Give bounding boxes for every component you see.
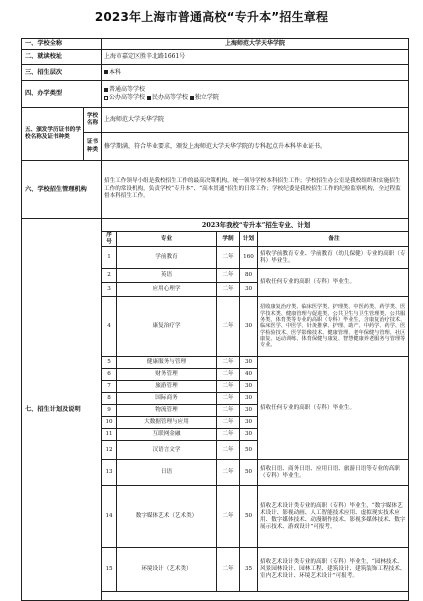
- table-row: [102, 357, 409, 369]
- row-major: 应用心理学: [117, 283, 217, 297]
- row-major: 汉语言文学: [117, 441, 217, 460]
- row-years: 二年: [217, 405, 240, 417]
- row-note: 招收日语、商务日语、应用日语、旅游日语等专业的高职（专科）毕业生。: [258, 460, 409, 486]
- row-plan: 30: [240, 393, 258, 405]
- row-years: 二年: [217, 381, 240, 393]
- checkbox-checked-icon: [190, 96, 194, 100]
- plan-label: 七、招生计划及说明: [22, 219, 102, 601]
- row-no: 2: [102, 269, 117, 283]
- address-label: 二、就读校址: [22, 50, 102, 65]
- row-admission-office: [22, 161, 409, 219]
- row-plan: 30: [240, 429, 258, 441]
- row-plan: 80: [240, 269, 258, 283]
- row-no: 12: [102, 441, 117, 460]
- row-no: 3: [102, 283, 117, 297]
- row-major: 国际商务: [117, 393, 217, 405]
- row-no: 6: [102, 369, 117, 381]
- row-no: 4: [102, 297, 117, 357]
- row-note: 招收康复治疗类、临床医学类、护理类、中医药类、药学类、医学技术类、健康管理与促进类、公共卫生与卫生管理类、公共服务类、体育类等专业的高职（专科）毕业生，含康复治疗技术、临床医学、中医学、针灸推拿、护理、助产、中药学、药学、医学检验技术、医学影像技术、健康管理、老年保健与管理、社区康复、运动训练、体育保健与康复、智慧健康养老服务与管理等专业。: [258, 297, 409, 357]
- type-option-2: 公办高等学校: [109, 94, 146, 101]
- row-no: 13: [102, 460, 117, 486]
- row-address: [22, 50, 409, 65]
- row-plan: 30: [240, 283, 258, 297]
- row-years: 二年: [217, 369, 240, 381]
- table-row: [102, 548, 409, 592]
- plan-table-caption: 2023年我校“专升本”招生专业、计划: [102, 219, 409, 232]
- row-note-merged: 招收任何专业的高职（专科）毕业生。: [258, 357, 409, 460]
- level-text: 本科: [109, 68, 122, 76]
- checkbox-empty-icon: [104, 96, 108, 100]
- row-plan: 30: [240, 297, 258, 357]
- table-row: [102, 460, 409, 486]
- table-row: [102, 247, 409, 269]
- row-years: 二年: [217, 460, 240, 486]
- row-no: 5: [102, 357, 117, 369]
- row-plan: 30: [240, 357, 258, 369]
- row-plan: 30: [240, 381, 258, 393]
- header-note: 备注: [258, 232, 409, 247]
- row-major: 健康服务与管理: [117, 357, 217, 369]
- enrollment-plan-table: [102, 219, 409, 593]
- cert-school-sublabel: 学校名称: [84, 108, 102, 133]
- type-option-3: 民办高等学校: [151, 94, 188, 101]
- cert-type-sublabel: 证书种类: [84, 133, 102, 161]
- org-value: 招生工作领导小组是我校招生工作的最高决策机构，统一领导学校本科招生工作；学校招生办公室是我校组织和实施招生工作的常设机构，负责学校“专升本”、“高本贯通”招生的日常工作；学校纪委是我校招生工作的纪检监察机构，全过程监督本科招生工作。: [102, 161, 409, 219]
- type-value: [102, 81, 409, 108]
- row-major: 大数据管理与应用: [117, 417, 217, 429]
- row-years: 二年: [217, 486, 240, 548]
- checkbox-checked-icon: [147, 96, 151, 100]
- level-value: [102, 65, 409, 81]
- table-row: [102, 297, 409, 357]
- row-plan: 50: [240, 486, 258, 548]
- row-level: [22, 65, 409, 81]
- plan-cell: [102, 219, 409, 601]
- row-major: 物流管理: [117, 405, 217, 417]
- checkbox-checked-icon: [104, 70, 108, 74]
- row-plan: 30: [240, 405, 258, 417]
- address-value: 上海市嘉定区胜辛北路1661号: [102, 50, 409, 65]
- cert-type-value: 修学期满，符合毕业要求，颁发上海师范大学天华学院的专科起点升本科毕业证书。: [102, 133, 409, 161]
- row-years: 二年: [217, 247, 240, 269]
- row-no: 9: [102, 405, 117, 417]
- row-plan: 160: [240, 247, 258, 269]
- row-no: 1: [102, 247, 117, 269]
- row-plan: 50: [240, 441, 258, 460]
- row-years: 二年: [217, 297, 240, 357]
- row-no: 7: [102, 381, 117, 393]
- row-plan: 40: [240, 369, 258, 381]
- row-note: 招收任何专业的高职（专科）毕业生。: [258, 269, 409, 297]
- row-school-name: [22, 39, 409, 50]
- row-major: 康复治疗学: [117, 297, 217, 357]
- row-plan: 30: [240, 417, 258, 429]
- row-school-type: [22, 81, 409, 108]
- row-major: 学前教育: [117, 247, 217, 269]
- row-plan: 35: [240, 548, 258, 592]
- row-major: 英语: [117, 269, 217, 283]
- table-row: [102, 486, 409, 548]
- row-major: 财务管理: [117, 369, 217, 381]
- row-years: 二年: [217, 429, 240, 441]
- plan-table-header: [102, 232, 409, 247]
- type-label: 四、办学类型: [22, 81, 102, 108]
- row-note: 招收艺术设计类专业的高职（专科）毕业生，“数字媒体艺术设计、影视动画、人工智能技术应用、虚拟现实技术应用、数字媒体技术、动漫制作技术、影视多媒体技术、数字展示技术、游戏设计”可报考。: [258, 486, 409, 548]
- page-title: 2023年上海市普通高校“专升本”招生章程: [94, 10, 329, 24]
- cert-school-value: 上海师范大学天华学院: [102, 108, 409, 133]
- row-years: 二年: [217, 357, 240, 369]
- checkbox-checked-icon: [104, 88, 108, 92]
- row-major: 环境设计（艺术类）: [117, 548, 217, 592]
- row-major: 旅游管理: [117, 381, 217, 393]
- row-years: 二年: [217, 269, 240, 283]
- header-no: 序号: [102, 232, 117, 247]
- table-row: [102, 269, 409, 283]
- school-name-label: 一、学校全称: [22, 39, 102, 50]
- cert-label: 五、颁发学历证书的学校名称及证书种类: [22, 108, 84, 161]
- row-certificate-school: [22, 108, 409, 133]
- row-no: 15: [102, 548, 117, 592]
- row-years: 二年: [217, 417, 240, 429]
- row-major: 日语: [117, 460, 217, 486]
- row-no: 10: [102, 417, 117, 429]
- row-plan: 50: [240, 460, 258, 486]
- row-major: 数字媒体艺术（艺术类）: [117, 486, 217, 548]
- type-option-1: 普通高等学校: [109, 86, 146, 93]
- row-years: 二年: [217, 393, 240, 405]
- row-note: 招收学前教育专业、学前教育（幼儿保健）专业的高职（专科）毕业生。: [258, 247, 409, 269]
- level-label: 三、招生层次: [22, 65, 102, 81]
- type-option-4: 独立学院: [194, 94, 219, 101]
- school-name-value: 上海师范大学天华学院: [102, 39, 409, 50]
- header-plan: 计划: [240, 232, 258, 247]
- row-no: 11: [102, 429, 117, 441]
- row-enrollment-plan: [22, 219, 409, 601]
- row-no: 8: [102, 393, 117, 405]
- row-years: 二年: [217, 548, 240, 592]
- row-years: 二年: [217, 441, 240, 460]
- row-no: 14: [102, 486, 117, 548]
- header-years: 学制: [217, 232, 240, 247]
- row-years: 二年: [217, 283, 240, 297]
- header-major: 专业: [117, 232, 217, 247]
- row-note: 招收艺术设计类专业的高职（专科）毕业生，“园林技术、风景园林设计、园林工程、建筑设计、建筑装饰工程技术、室内艺术设计、环境艺术设计”可报考。: [258, 548, 409, 592]
- row-major: 互联网金融: [117, 429, 217, 441]
- admission-charter-table: [21, 38, 409, 601]
- org-label: 六、学校招生管理机构: [22, 161, 102, 219]
